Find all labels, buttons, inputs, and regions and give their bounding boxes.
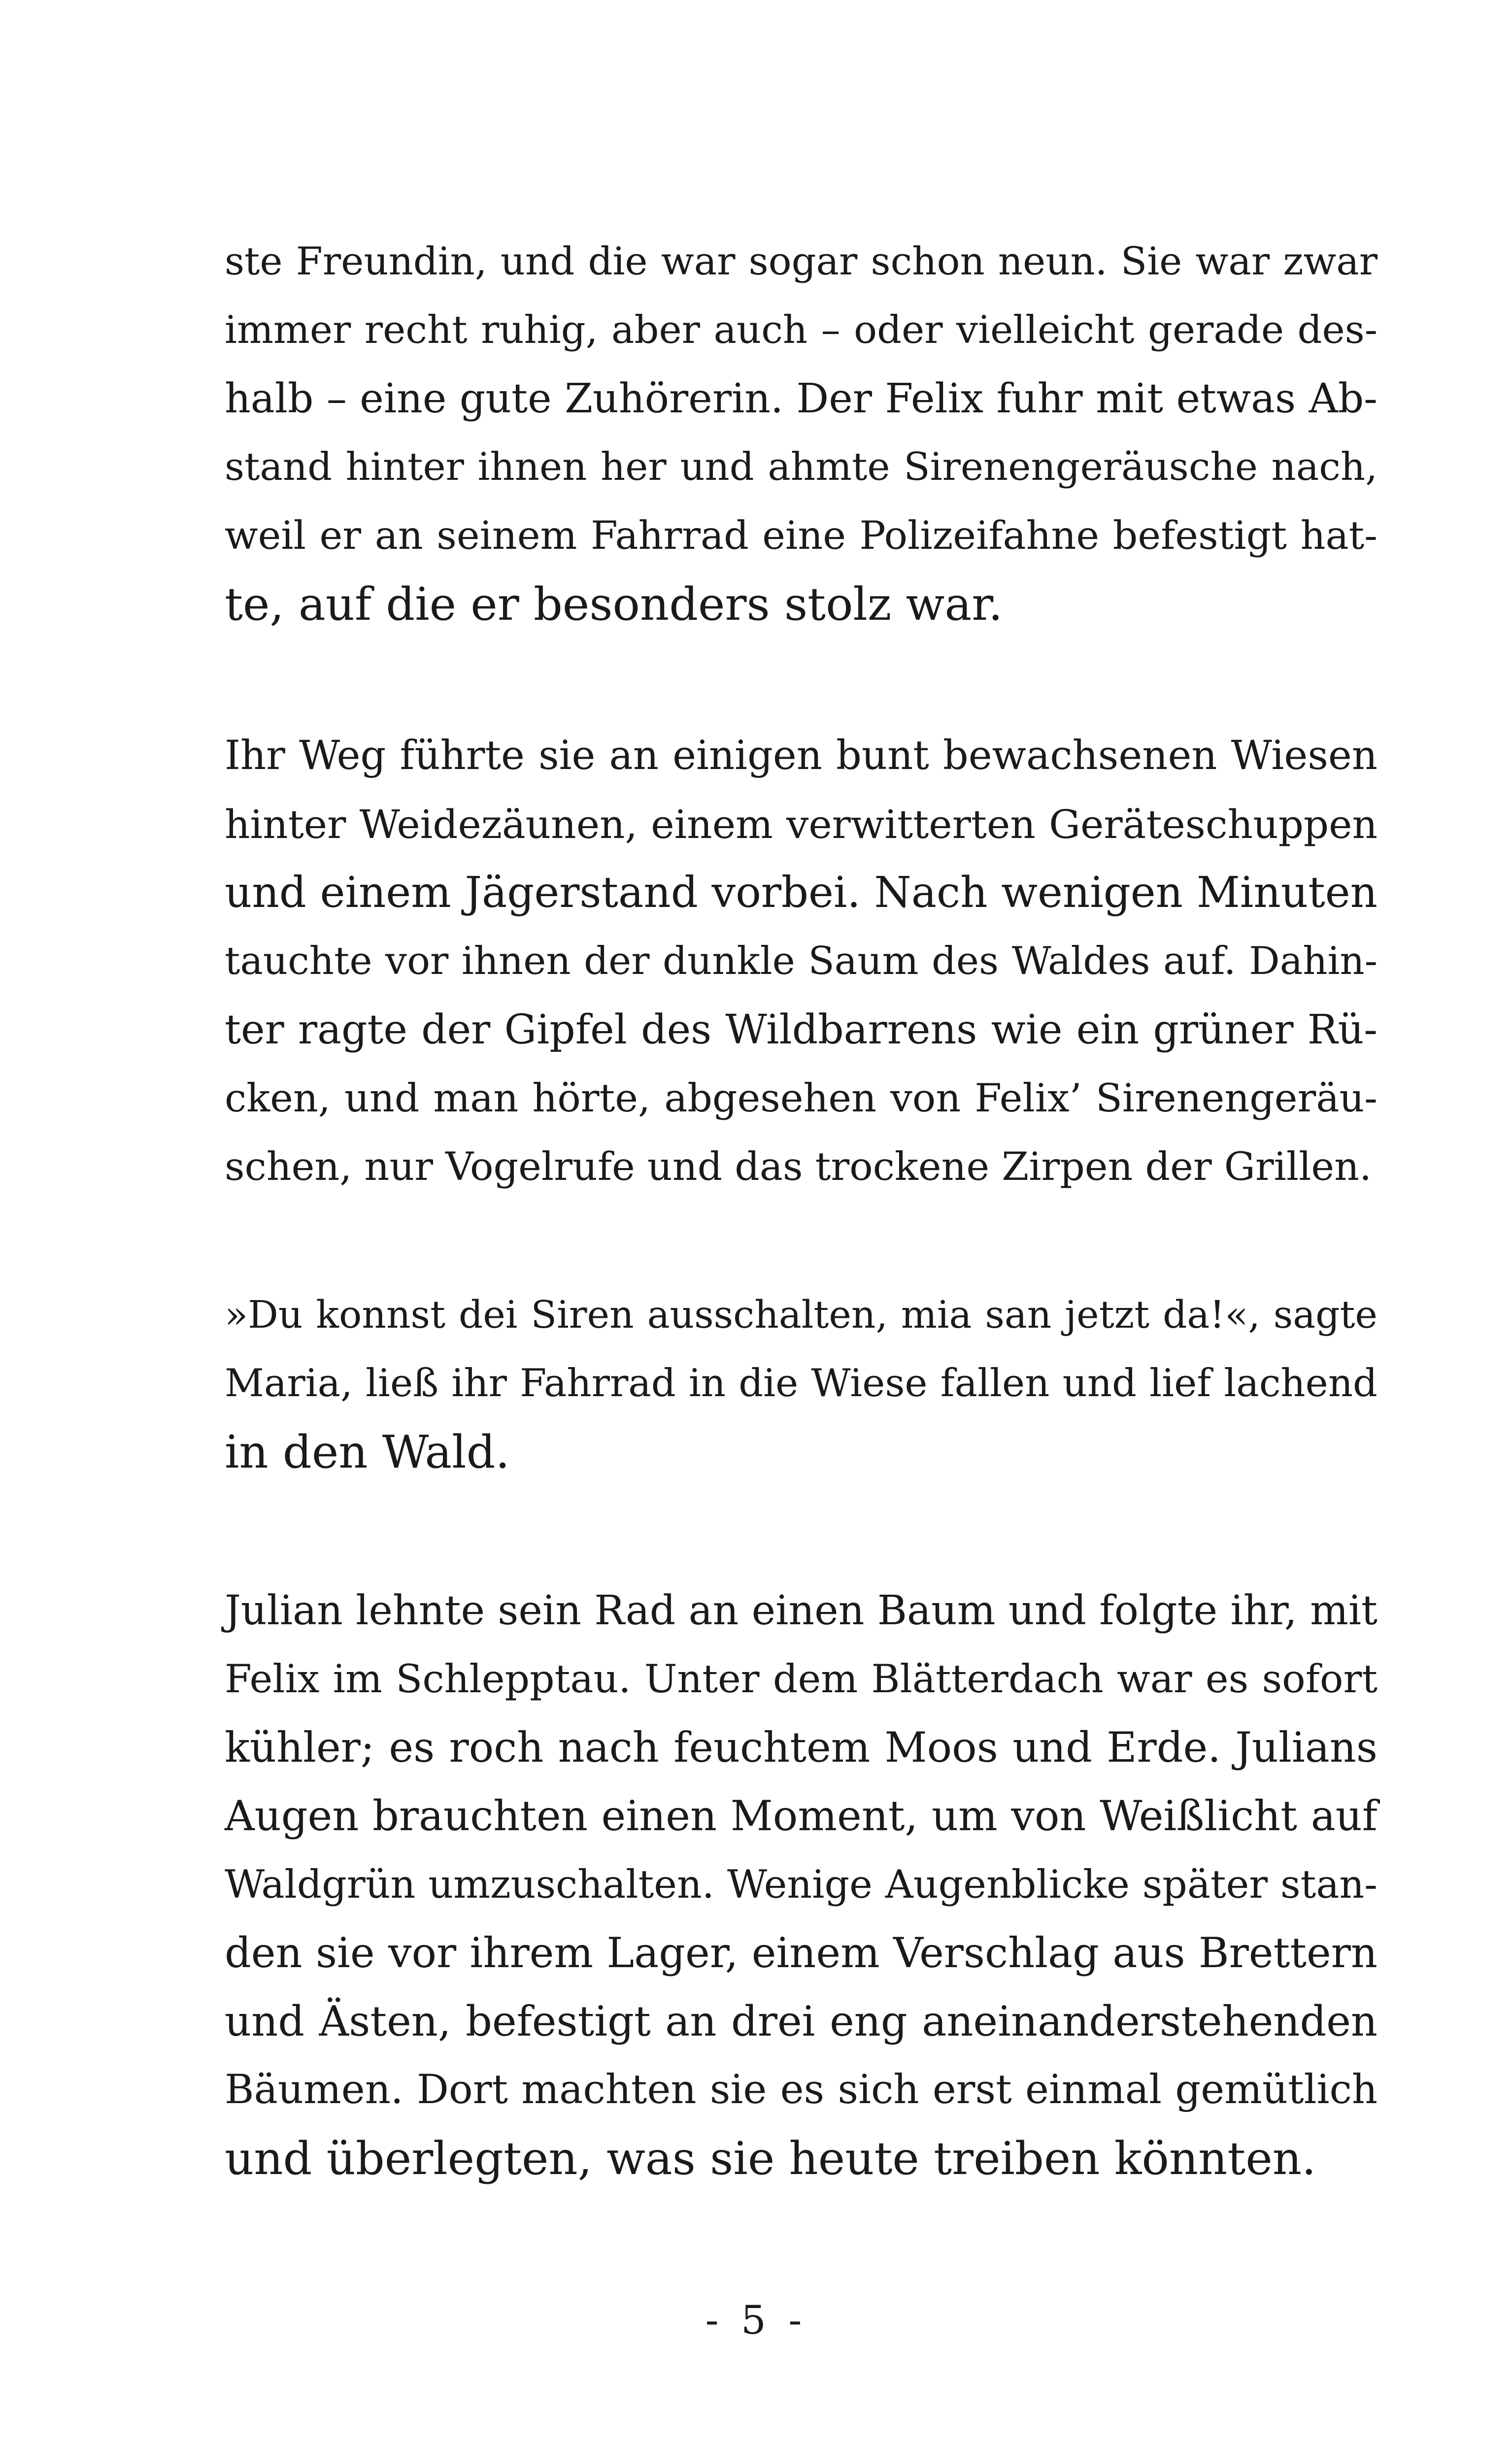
text-line: immer recht ruhig, aber auch – oder vielleicht gerade des- <box>225 308 1378 352</box>
text-line: hinter Weidezäunen, einem verwitterten Geräteschuppen <box>225 802 1378 847</box>
text-line: te, auf die er besonders stolz war. <box>225 578 1003 631</box>
text-line: halb – eine gute Zuhörerin. Der Felix fuhr mit etwas Ab- <box>225 375 1378 422</box>
text-line: Felix im Schlepptau. Unter dem Blätterdach war es sofort <box>225 1656 1378 1702</box>
text-line: und Ästen, befestigt an drei eng aneinanderstehenden <box>225 1997 1378 2045</box>
text-line: tauchte vor ihnen der dunkle Saum des Waldes auf. Dahin- <box>225 939 1378 983</box>
text-line: kühler; es roch nach feuchtem Moos und Erde. Julians <box>225 1723 1378 1772</box>
paragraph-1 <box>225 228 1378 638</box>
text-line: den sie vor ihrem Lager, einem Verschlag aus Brettern <box>225 1929 1378 1977</box>
text-line: Augen brauchten einen Moment, um von Weißlicht auf <box>225 1792 1378 1840</box>
text-line: und einem Jägerstand vorbei. Nach wenigen Minuten <box>225 868 1378 917</box>
text-line: »Du konnst dei Siren ausschalten, mia san jetzt da!«, sagte <box>225 1293 1378 1337</box>
text-line: schen, nur Vogelrufe und das trockene Zirpen der Grillen. <box>225 1144 1372 1189</box>
text-line: und überlegten, was sie heute treiben könnten. <box>225 2132 1316 2185</box>
text-line: Waldgrün umzuschalten. Wenige Augenblicke später stan- <box>225 1862 1378 1907</box>
text-line: Maria, ließ ihr Fahrrad in die Wiese fallen und lief lachend <box>225 1361 1378 1406</box>
text-line: stand hinter ihnen her und ahmte Sirenengeräusche nach, <box>225 445 1378 489</box>
text-line: cken, und man hörte, abgesehen von Felix’ Sirenengeräu- <box>225 1075 1378 1121</box>
text-line: Ihr Weg führte sie an einigen bunt bewachsenen Wiesen <box>225 733 1378 779</box>
paragraph-3 <box>225 1281 1378 1486</box>
text-line: Bäumen. Dort machten sie es sich erst einmal gemütlich <box>225 2067 1378 2113</box>
text-line: ter ragte der Gipfel des Wildbarrens wie ein grüner Rü- <box>225 1006 1378 1053</box>
paragraph-2 <box>225 722 1378 1201</box>
text-line: ste Freundin, und die war sogar schon neun. Sie war zwar <box>225 239 1378 284</box>
page-number: - 5 - <box>705 2297 807 2343</box>
text-line: Julian lehnte sein Rad an einen Baum und folgte ihr, mit <box>225 1587 1378 1634</box>
text-line: in den Wald. <box>225 1426 510 1478</box>
text-line: weil er an seinem Fahrrad eine Polizeifahne befestigt hat- <box>225 513 1378 558</box>
paragraph-4 <box>225 1576 1378 2193</box>
